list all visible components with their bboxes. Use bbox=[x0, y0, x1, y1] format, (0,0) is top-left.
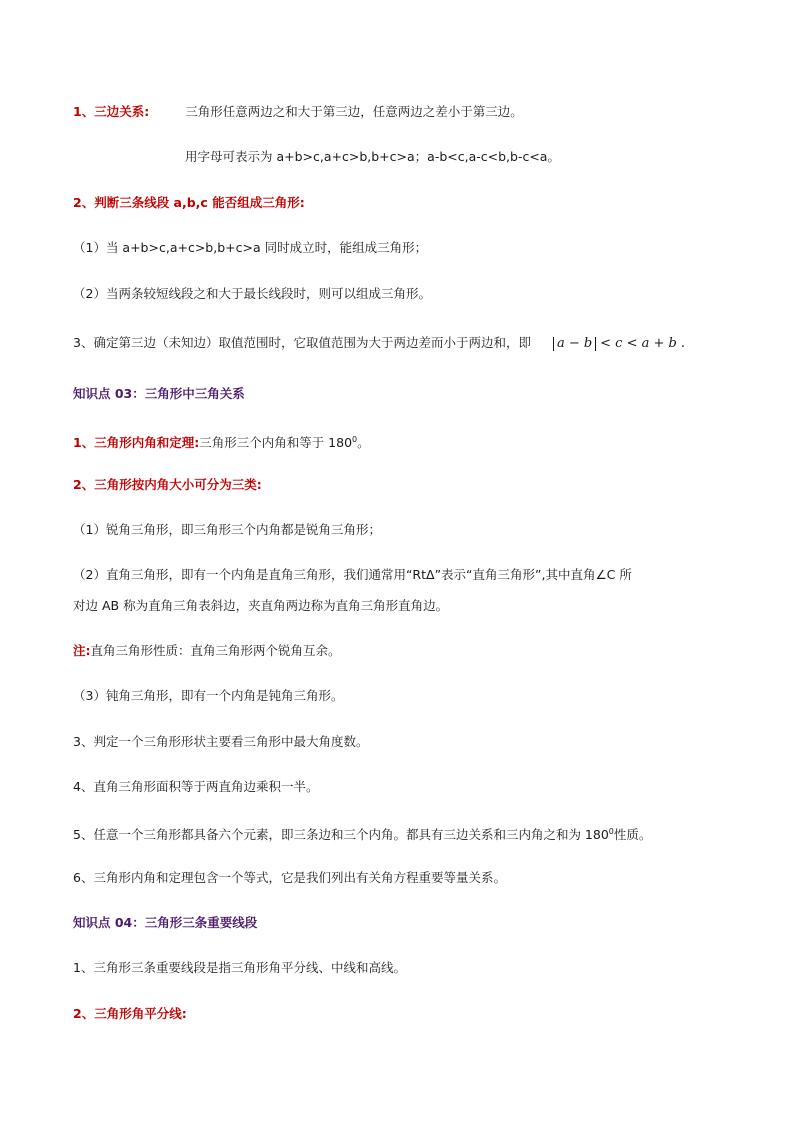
s1-text: 三角形任意两边之和大于第三边，任意两边之差小于第三边。 bbox=[185, 104, 523, 119]
k03-theorem bbox=[73, 432, 370, 451]
note-text: 直角三角形性质：直角三角形两个锐角互余。 bbox=[90, 643, 341, 658]
s1-heading: 三边关系: bbox=[94, 104, 150, 119]
k03-point-6: 6、三角形内角和定理包含一个等式，它是我们列出有关角方程重要等量关系。 bbox=[73, 870, 506, 885]
k03-right-2: 对边 AB 称为直角三角表斜边，夹直角两边称为直角三角形直角边。 bbox=[73, 598, 449, 613]
note-label: 注: bbox=[73, 643, 91, 658]
k03-point-4: 4、直角三角形面积等于两直角边乘积一半。 bbox=[73, 779, 319, 794]
k03-classify-heading: 2、三角形按内角大小可分为三类: bbox=[73, 477, 262, 492]
s2-item-1: （1）当 a+b>c,a+c>b,b+c>a 同时成立时，能组成三角形； bbox=[73, 240, 428, 255]
s2-item-2: （2）当两条较短线段之和大于最长线段时，则可以组成三角形。 bbox=[73, 286, 431, 301]
k03-right-1: （2）直角三角形，即有一个内角是直角三角形，我们通常用“RtΔ”表示“直角三角形”,其中直角∠C 所 bbox=[73, 567, 632, 582]
s1-formula: 用字母可表示为 a+b>c,a+c>b,b+c>a；a-b<c,a-c<b,b-c<a。 bbox=[185, 149, 560, 164]
k03-obtuse: （3）钝角三角形，即有一个内角是钝角三角形。 bbox=[73, 688, 344, 703]
s2-heading: 2、判断三条线段 a,b,c 能否组成三角形: bbox=[73, 195, 305, 210]
s1-number: 1、 bbox=[73, 104, 95, 119]
k03-theorem-text: 三角形三个内角和等于 180 bbox=[199, 435, 353, 451]
k03-point-5 bbox=[73, 824, 651, 843]
s1-line bbox=[73, 104, 523, 120]
k04-bisector-heading: 2、三角形角平分线: bbox=[73, 1006, 187, 1021]
degree-mark: 0 bbox=[352, 435, 358, 444]
k03-point-5-end: 性质。 bbox=[613, 827, 652, 843]
inequality: < c < a + b bbox=[600, 336, 677, 351]
k03-theorem-label: 1、三角形内角和定理: bbox=[73, 435, 200, 451]
k03-acute: （1）锐角三角形，即三角形三个内角都是锐角三角形； bbox=[73, 522, 381, 537]
k03-theorem-end: 。 bbox=[357, 435, 370, 451]
k03-point-3: 3、判定一个三角形形状主要看三角形中最大角度数。 bbox=[73, 734, 369, 749]
period: . bbox=[680, 336, 685, 351]
s3-line bbox=[73, 335, 685, 352]
s3-text: 3、确定第三边（未知边）取值范围时，它取值范围为大于两边差而小于两边和，即 bbox=[73, 335, 531, 350]
k03-point-5-text: 5、任意一个三角形都具备六个元素，即三条边和三个内角。都具有三边关系和三内角之和为 180 bbox=[73, 827, 609, 843]
k03-note bbox=[73, 643, 341, 659]
degree-mark: 0 bbox=[608, 827, 614, 836]
k04-point-1: 1、三角形三条重要线段是指三角形角平分线、中线和高线。 bbox=[73, 960, 406, 975]
k03-heading: 知识点 03：三角形中三角关系 bbox=[73, 386, 245, 401]
abs-expression: a − b bbox=[553, 337, 596, 351]
k04-heading: 知识点 04：三角形三条重要线段 bbox=[73, 915, 258, 930]
